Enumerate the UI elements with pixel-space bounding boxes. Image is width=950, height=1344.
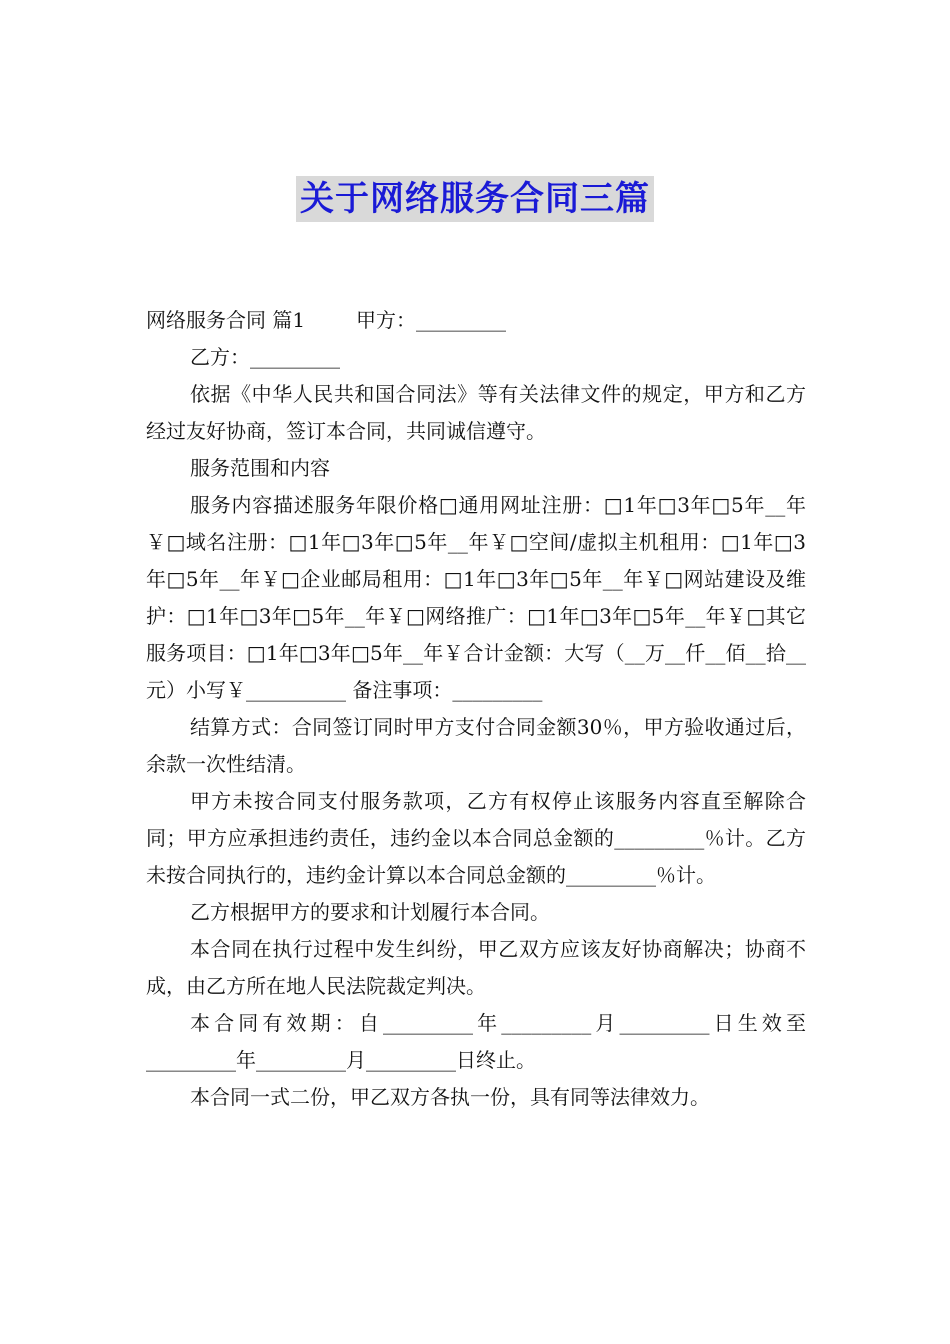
copies-paragraph: 本合同一式二份，甲乙双方各执一份，具有同等法律效力。: [190, 1085, 710, 1109]
title-container: [0, 176, 950, 222]
service-items-paragraph: 服务内容描述服务年限价格□通用网址注册：□1年□3年□5年__年￥□域名注册：□1年□3年□5年__年￥□空间/虚拟主机租用：□1年□3年□5年__年￥□企业邮局租用：□1年□3年□5年__年￥□网站建设及维护：□1年□3年□5年__年￥□网络推广：□1年□3年□5年__年￥□其它服务项目：□1年□3年□5年__年￥合计金额：大写（__万__仟__佰__拾__元）小写￥__________ 备注事项：_________: [146, 493, 806, 702]
service-scope-heading: 服务范围和内容: [190, 456, 330, 480]
document-title: 关于网络服务合同三篇: [296, 176, 654, 222]
breach-paragraph: 甲方未按合同支付服务款项，乙方有权停止该服务内容直至解除合同；甲方应承担违约责任，违约金以本合同总金额的_________％计。乙方未按合同执行的，违约金计算以本合同总金额的_________％计。: [146, 789, 806, 887]
party-b-line: 乙方：_________: [190, 345, 340, 369]
document-body: [146, 302, 806, 1116]
performance-paragraph: 乙方根据甲方的要求和计划履行本合同。: [190, 900, 550, 924]
dispute-paragraph: 本合同在执行过程中发生纠纷，甲乙双方应该友好协商解决；协商不成，由乙方所在地人民法院裁定判决。: [146, 937, 806, 998]
settlement-paragraph: 结算方式：合同签订同时甲方支付合同金额30％，甲方验收通过后，余款一次性结清。: [146, 715, 806, 776]
legal-basis-paragraph: 依据《中华人民共和国合同法》等有关法律文件的规定，甲方和乙方经过友好协商，签订本合同，共同诚信遵守。: [146, 382, 806, 443]
validity-paragraph: 本合同有效期：自_________年_________月_________日生效至_________年_________月_________日终止。: [146, 1011, 806, 1072]
contract-header-line: 网络服务合同 篇1 甲方：_________: [146, 308, 506, 332]
